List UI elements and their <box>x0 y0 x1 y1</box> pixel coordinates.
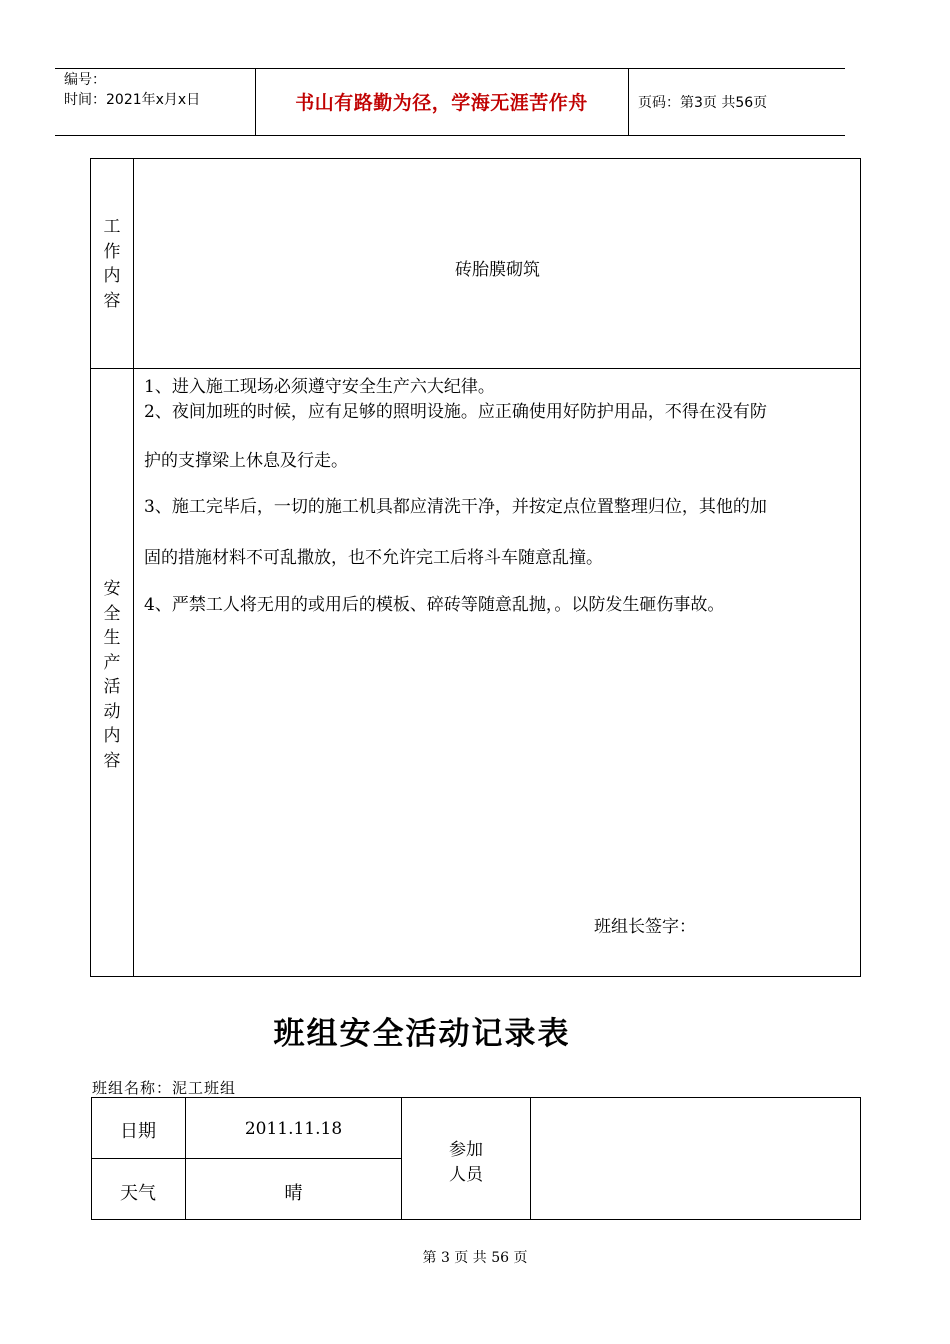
team-name: 班组名称：泥工班组 <box>92 1079 237 1097</box>
lower-table-divider-3 <box>530 1097 531 1220</box>
safety-item-3-cont: 固的措施材料不可乱撒放，也不允许完工后将斗车随意乱撞。 <box>144 548 603 568</box>
safety-item-2-cont: 护的支撑梁上休息及行走。 <box>144 451 348 471</box>
work-content-label: 工 作 内 容 <box>103 217 121 311</box>
lower-table-right-border <box>860 1097 861 1220</box>
safety-item-1: 1、进入施工现场必须遵守安全生产六大纪律。 <box>144 377 495 397</box>
weather-value: 晴 <box>284 1183 303 1204</box>
header-top-rule <box>55 68 845 69</box>
participants-label-line1: 参加 <box>449 1140 483 1160</box>
form-title: 班组安全活动记录表 <box>273 1016 571 1052</box>
safety-item-4: 4、严禁工人将无用的或用后的模板、碎砖等随意乱抛，。以防发生砸伤事故。 <box>144 595 725 615</box>
lower-table-bottom-border <box>91 1219 861 1220</box>
upper-table-top-border <box>90 158 861 159</box>
header-number-label: 编号： <box>64 72 106 88</box>
upper-table-row-divider <box>90 368 861 369</box>
header-time-label: 时间：2021年x月x日 <box>64 92 201 108</box>
date-value: 2011.11.18 <box>244 1119 343 1139</box>
upper-table-bottom-border <box>90 976 861 977</box>
safety-item-2: 2、夜间加班的时候，应有足够的照明设施。应正确使用好防护用品，不得在没有防 <box>144 402 767 422</box>
weather-label: 天气 <box>120 1183 156 1204</box>
header-motto: 书山有路勤为径，学海无涯苦作舟 <box>295 92 588 114</box>
header-divider-right <box>628 68 629 135</box>
page-footer: 第 3 页 共 56 页 <box>422 1250 528 1266</box>
date-label: 日期 <box>120 1121 156 1142</box>
team-leader-signature-label: 班组长签字： <box>594 917 696 937</box>
safety-activity-label: 安 全 生 产 活 动 内 容 <box>103 579 121 771</box>
lower-table-top-border <box>91 1097 861 1098</box>
header-bottom-rule <box>55 135 845 136</box>
participants-label-line2: 人员 <box>449 1165 483 1185</box>
header-page-label: 页码：第3页 共56页 <box>638 95 768 111</box>
safety-item-3: 3、施工完毕后，一切的施工机具都应清洗干净，并按定点位置整理归位，其他的加 <box>144 497 767 517</box>
lower-table-row-divider <box>91 1158 402 1159</box>
work-content-value: 砖胎膜砌筑 <box>455 260 540 280</box>
upper-table-right-border <box>860 158 861 977</box>
